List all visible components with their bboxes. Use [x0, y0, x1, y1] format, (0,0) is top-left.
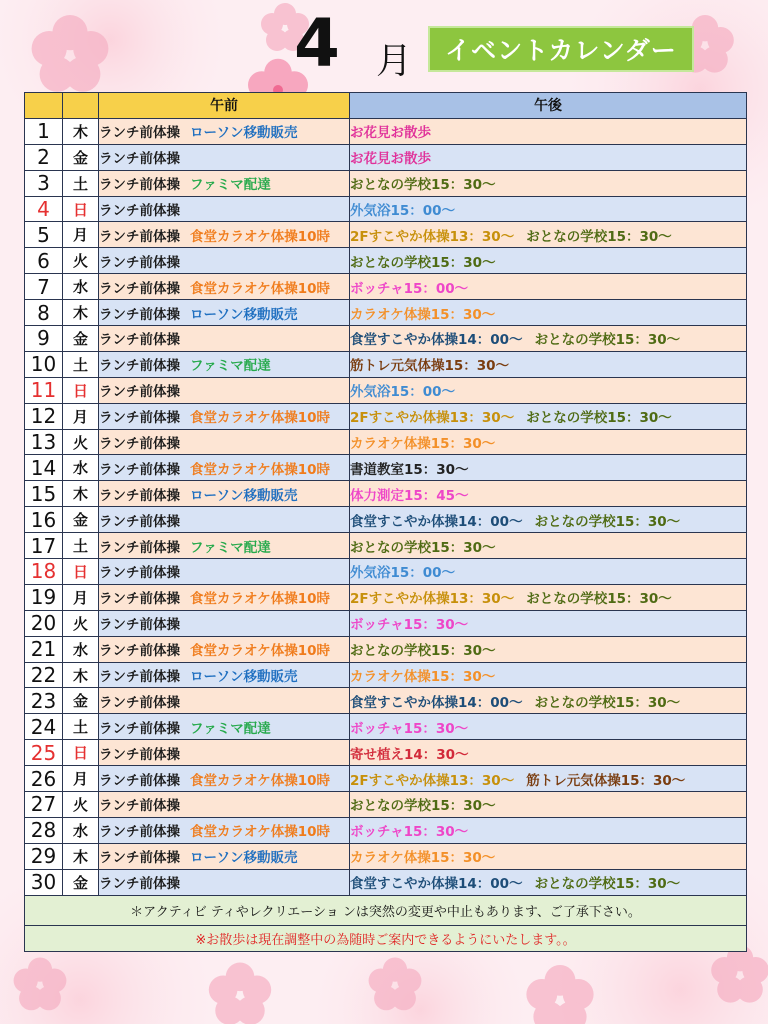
morning-exercise: ランチ前体操 — [99, 203, 180, 219]
morning-cell — [99, 688, 350, 714]
date-cell: 26 — [25, 766, 63, 792]
afternoon-event: 外気浴15：00～ — [350, 203, 456, 219]
table-row — [25, 274, 747, 300]
afternoon-cell — [350, 403, 747, 429]
morning-exercise: ランチ前体操 — [99, 125, 180, 142]
afternoon-cell — [350, 610, 747, 636]
afternoon-event: おとなの学校15：30～ — [350, 643, 496, 660]
afternoon-cell — [350, 222, 747, 248]
weekday-cell: 水 — [63, 636, 99, 662]
weekday-cell: 木 — [63, 481, 99, 507]
afternoon-event: ボッチャ15：30～ — [350, 720, 469, 737]
date-cell: 19 — [25, 584, 63, 610]
morning-exercise: ランチ前体操 — [99, 513, 180, 530]
table-header-row — [25, 93, 747, 119]
morning-exercise: ランチ前体操 — [99, 487, 180, 504]
date-cell: 23 — [25, 688, 63, 714]
event-calendar-table — [24, 92, 747, 952]
date-cell: 2 — [25, 144, 63, 170]
weekday-cell: 月 — [63, 584, 99, 610]
afternoon-event: 2Fすこやか体操13：30～ — [350, 772, 515, 789]
morning-cell — [99, 351, 350, 377]
month-number: 4 — [294, 5, 340, 82]
morning-event: ローソン移動販売 — [190, 850, 298, 867]
weekday-cell: 金 — [63, 326, 99, 352]
morning-event: ローソン移動販売 — [190, 125, 298, 142]
morning-exercise: ランチ前体操 — [99, 410, 180, 427]
morning-cell — [99, 196, 350, 222]
date-cell: 27 — [25, 792, 63, 818]
afternoon-event: おとなの学校15：30～ — [350, 177, 496, 194]
afternoon-event: おとなの学校15：30～ — [534, 876, 681, 893]
afternoon-cell — [350, 869, 747, 895]
afternoon-cell — [350, 766, 747, 792]
afternoon-event: 食堂すこやか体操14：00～ — [350, 332, 523, 349]
morning-exercise: ランチ前体操 — [99, 824, 180, 841]
morning-cell — [99, 455, 350, 481]
afternoon-event: 食堂すこやか体操14：00～ — [350, 876, 523, 893]
morning-cell — [99, 869, 350, 895]
afternoon-event: おとなの学校15：30～ — [350, 539, 496, 556]
morning-exercise: ランチ前体操 — [99, 746, 180, 763]
afternoon-cell — [350, 274, 747, 300]
weekday-cell: 月 — [63, 403, 99, 429]
weekday-cell: 水 — [63, 274, 99, 300]
table-row — [25, 869, 747, 895]
morning-exercise: ランチ前体操 — [99, 591, 180, 608]
afternoon-event: 寄せ植え14：30～ — [350, 746, 469, 763]
afternoon-event: カラオケ体操15：30～ — [350, 306, 496, 323]
date-cell: 13 — [25, 429, 63, 455]
date-cell: 30 — [25, 869, 63, 895]
morning-event: ファミマ配達 — [190, 539, 271, 556]
date-cell: 20 — [25, 610, 63, 636]
afternoon-event: 食堂すこやか体操14：00～ — [350, 694, 523, 711]
afternoon-cell — [350, 351, 747, 377]
table-row — [25, 377, 747, 403]
date-cell: 11 — [25, 377, 63, 403]
morning-exercise: ランチ前体操 — [99, 539, 180, 556]
morning-exercise: ランチ前体操 — [99, 461, 180, 478]
weekday-cell: 金 — [63, 507, 99, 533]
afternoon-event: 2Fすこやか体操13：30～ — [350, 410, 515, 427]
table-row — [25, 843, 747, 869]
table-row — [25, 351, 747, 377]
morning-cell — [99, 118, 350, 144]
morning-event: 食堂カラオケ体操10時 — [190, 643, 331, 660]
table-row — [25, 222, 747, 248]
table-row — [25, 170, 747, 196]
morning-exercise: ランチ前体操 — [99, 798, 180, 815]
afternoon-event: おとなの学校15：30～ — [534, 513, 681, 530]
table-row — [25, 817, 747, 843]
morning-event: 食堂カラオケ体操10時 — [190, 824, 331, 841]
afternoon-cell — [350, 326, 747, 352]
table-row — [25, 144, 747, 170]
morning-exercise: ランチ前体操 — [99, 720, 180, 737]
weekday-cell: 木 — [63, 662, 99, 688]
afternoon-cell — [350, 300, 747, 326]
afternoon-cell — [350, 507, 747, 533]
morning-cell — [99, 843, 350, 869]
morning-event: ローソン移動販売 — [190, 487, 298, 504]
afternoon-event: おとなの学校15：30～ — [350, 798, 496, 815]
header-afternoon: 午後 — [350, 93, 747, 119]
afternoon-cell — [350, 196, 747, 222]
morning-exercise: ランチ前体操 — [99, 228, 180, 245]
weekday-cell: 火 — [63, 792, 99, 818]
morning-cell — [99, 792, 350, 818]
table-row — [25, 610, 747, 636]
weekday-cell: 木 — [63, 300, 99, 326]
afternoon-cell — [350, 688, 747, 714]
afternoon-event: 食堂すこやか体操14：00～ — [350, 513, 523, 530]
table-row — [25, 196, 747, 222]
afternoon-event: おとなの学校15：30～ — [350, 254, 496, 271]
afternoon-event: ボッチャ15：00～ — [350, 280, 469, 297]
date-cell: 29 — [25, 843, 63, 869]
table-row — [25, 481, 747, 507]
table-row — [25, 662, 747, 688]
date-cell: 10 — [25, 351, 63, 377]
weekday-cell: 金 — [63, 869, 99, 895]
date-cell: 4 — [25, 196, 63, 222]
weekday-cell: 日 — [63, 377, 99, 403]
morning-cell — [99, 740, 350, 766]
afternoon-event: 外気浴15：00～ — [350, 565, 456, 582]
afternoon-event: おとなの学校15：30～ — [526, 591, 672, 608]
afternoon-cell — [350, 584, 747, 610]
table-row — [25, 248, 747, 274]
date-cell: 15 — [25, 481, 63, 507]
afternoon-event: おとなの学校15：30～ — [534, 694, 681, 711]
date-cell: 8 — [25, 300, 63, 326]
afternoon-cell — [350, 170, 747, 196]
morning-cell — [99, 429, 350, 455]
morning-cell — [99, 222, 350, 248]
weekday-cell: 金 — [63, 144, 99, 170]
afternoon-cell — [350, 636, 747, 662]
month-unit: 月 — [376, 41, 413, 82]
afternoon-event: カラオケ体操15：30～ — [350, 436, 496, 453]
morning-cell — [99, 403, 350, 429]
weekday-cell: 月 — [63, 766, 99, 792]
afternoon-event: カラオケ体操15：30～ — [350, 850, 496, 867]
afternoon-event: ボッチャ15：30～ — [350, 617, 469, 634]
morning-exercise: ランチ前体操 — [99, 565, 180, 582]
date-cell: 17 — [25, 533, 63, 559]
morning-exercise: ランチ前体操 — [99, 151, 180, 168]
afternoon-cell — [350, 533, 747, 559]
note-walk: ※お散歩は現在調整中の為随時ご案内できるようにいたします。。 — [25, 925, 747, 951]
weekday-cell: 木 — [63, 118, 99, 144]
weekday-cell: 火 — [63, 248, 99, 274]
afternoon-event: おとなの学校15：30～ — [534, 332, 681, 349]
table-row — [25, 636, 747, 662]
date-cell: 7 — [25, 274, 63, 300]
morning-cell — [99, 559, 350, 585]
morning-event: 食堂カラオケ体操10時 — [190, 461, 331, 478]
afternoon-event: カラオケ体操15：30～ — [350, 669, 496, 686]
header-date-blank — [25, 93, 63, 119]
table-row — [25, 792, 747, 818]
table-row — [25, 455, 747, 481]
table-row — [25, 403, 747, 429]
date-cell: 5 — [25, 222, 63, 248]
morning-cell — [99, 274, 350, 300]
morning-cell — [99, 144, 350, 170]
header-morning: 午前 — [99, 93, 350, 119]
date-cell: 3 — [25, 170, 63, 196]
afternoon-event: 2Fすこやか体操13：30～ — [350, 228, 515, 245]
morning-event: 食堂カラオケ体操10時 — [190, 410, 331, 427]
weekday-cell: 土 — [63, 533, 99, 559]
table-row — [25, 533, 747, 559]
table-row — [25, 118, 747, 144]
afternoon-event: 外気浴15：00～ — [350, 384, 456, 401]
morning-exercise: ランチ前体操 — [99, 358, 180, 375]
morning-exercise: ランチ前体操 — [99, 669, 180, 686]
morning-cell — [99, 766, 350, 792]
weekday-cell: 土 — [63, 170, 99, 196]
morning-event: ローソン移動販売 — [190, 669, 298, 686]
morning-exercise: ランチ前体操 — [99, 306, 180, 323]
date-cell: 28 — [25, 817, 63, 843]
afternoon-cell — [350, 662, 747, 688]
morning-event: ファミマ配達 — [190, 358, 271, 375]
weekday-cell: 土 — [63, 351, 99, 377]
weekday-cell: 水 — [63, 817, 99, 843]
afternoon-cell — [350, 843, 747, 869]
afternoon-event: おとなの学校15：30～ — [526, 228, 672, 245]
afternoon-cell — [350, 792, 747, 818]
date-cell: 12 — [25, 403, 63, 429]
afternoon-event: お花見お散歩 — [350, 151, 431, 168]
table-row — [25, 507, 747, 533]
afternoon-event: おとなの学校15：30～ — [526, 410, 672, 427]
note-activities: ＊アクティビ ティやレクリエーショ ンは突然の変更や中止もあります、ご了承下さい。 — [25, 895, 747, 925]
morning-cell — [99, 714, 350, 740]
date-cell: 22 — [25, 662, 63, 688]
morning-cell — [99, 817, 350, 843]
calendar-body — [25, 118, 747, 895]
date-cell: 14 — [25, 455, 63, 481]
date-cell: 16 — [25, 507, 63, 533]
table-row — [25, 559, 747, 585]
morning-exercise: ランチ前体操 — [99, 694, 180, 711]
morning-exercise: ランチ前体操 — [99, 876, 180, 893]
afternoon-event: お花見お散歩 — [350, 125, 431, 142]
table-row — [25, 714, 747, 740]
afternoon-cell — [350, 455, 747, 481]
morning-exercise: ランチ前体操 — [99, 850, 180, 867]
afternoon-event: 筋トレ元気体操15：30～ — [350, 358, 510, 375]
calendar-header — [0, 0, 768, 92]
date-cell: 24 — [25, 714, 63, 740]
table-row — [25, 766, 747, 792]
table-row — [25, 584, 747, 610]
date-cell: 25 — [25, 740, 63, 766]
morning-event: 食堂カラオケ体操10時 — [190, 280, 331, 297]
afternoon-event: 筋トレ元気体操15：30～ — [526, 772, 686, 789]
afternoon-cell — [350, 429, 747, 455]
weekday-cell: 火 — [63, 429, 99, 455]
table-row — [25, 326, 747, 352]
morning-cell — [99, 326, 350, 352]
table-row — [25, 429, 747, 455]
morning-cell — [99, 481, 350, 507]
weekday-cell: 土 — [63, 714, 99, 740]
morning-event: 食堂カラオケ体操10時 — [190, 228, 331, 245]
morning-exercise: ランチ前体操 — [99, 332, 180, 349]
morning-cell — [99, 610, 350, 636]
table-row — [25, 740, 747, 766]
weekday-cell: 金 — [63, 688, 99, 714]
weekday-cell: 水 — [63, 455, 99, 481]
morning-cell — [99, 300, 350, 326]
afternoon-event: ボッチャ15：30～ — [350, 824, 469, 841]
table-row — [25, 300, 747, 326]
afternoon-event: 体力測定15：45～ — [350, 487, 469, 504]
calendar-title: イベントカレンダー — [428, 26, 694, 72]
morning-cell — [99, 533, 350, 559]
morning-event: ファミマ配達 — [190, 720, 271, 737]
header-dow-blank — [63, 93, 99, 119]
morning-event: 食堂カラオケ体操10時 — [190, 772, 331, 789]
date-cell: 21 — [25, 636, 63, 662]
afternoon-cell — [350, 714, 747, 740]
afternoon-cell — [350, 144, 747, 170]
note-row-activities — [25, 895, 747, 925]
afternoon-cell — [350, 377, 747, 403]
date-cell: 1 — [25, 118, 63, 144]
morning-exercise: ランチ前体操 — [99, 254, 180, 271]
afternoon-cell — [350, 559, 747, 585]
date-cell: 6 — [25, 248, 63, 274]
date-cell: 9 — [25, 326, 63, 352]
morning-exercise: ランチ前体操 — [99, 384, 180, 401]
weekday-cell: 日 — [63, 559, 99, 585]
afternoon-event: 書道教室15：30～ — [350, 461, 469, 478]
morning-exercise: ランチ前体操 — [99, 617, 180, 634]
weekday-cell: 木 — [63, 843, 99, 869]
weekday-cell: 日 — [63, 196, 99, 222]
morning-exercise: ランチ前体操 — [99, 280, 180, 297]
morning-event: ローソン移動販売 — [190, 306, 298, 323]
afternoon-cell — [350, 118, 747, 144]
morning-event: ファミマ配達 — [190, 177, 271, 194]
morning-exercise: ランチ前体操 — [99, 772, 180, 789]
note-row-walk — [25, 925, 747, 951]
afternoon-cell — [350, 481, 747, 507]
table-row — [25, 688, 747, 714]
afternoon-cell — [350, 740, 747, 766]
afternoon-event: 2Fすこやか体操13：30～ — [350, 591, 515, 608]
weekday-cell: 日 — [63, 740, 99, 766]
morning-cell — [99, 662, 350, 688]
afternoon-cell — [350, 248, 747, 274]
morning-cell — [99, 636, 350, 662]
date-cell: 18 — [25, 559, 63, 585]
morning-cell — [99, 248, 350, 274]
weekday-cell: 月 — [63, 222, 99, 248]
morning-cell — [99, 377, 350, 403]
morning-cell — [99, 507, 350, 533]
morning-cell — [99, 170, 350, 196]
morning-exercise: ランチ前体操 — [99, 643, 180, 660]
morning-exercise: ランチ前体操 — [99, 177, 180, 194]
weekday-cell: 火 — [63, 610, 99, 636]
morning-event: 食堂カラオケ体操10時 — [190, 591, 331, 608]
morning-cell — [99, 584, 350, 610]
morning-exercise: ランチ前体操 — [99, 436, 180, 453]
afternoon-cell — [350, 817, 747, 843]
